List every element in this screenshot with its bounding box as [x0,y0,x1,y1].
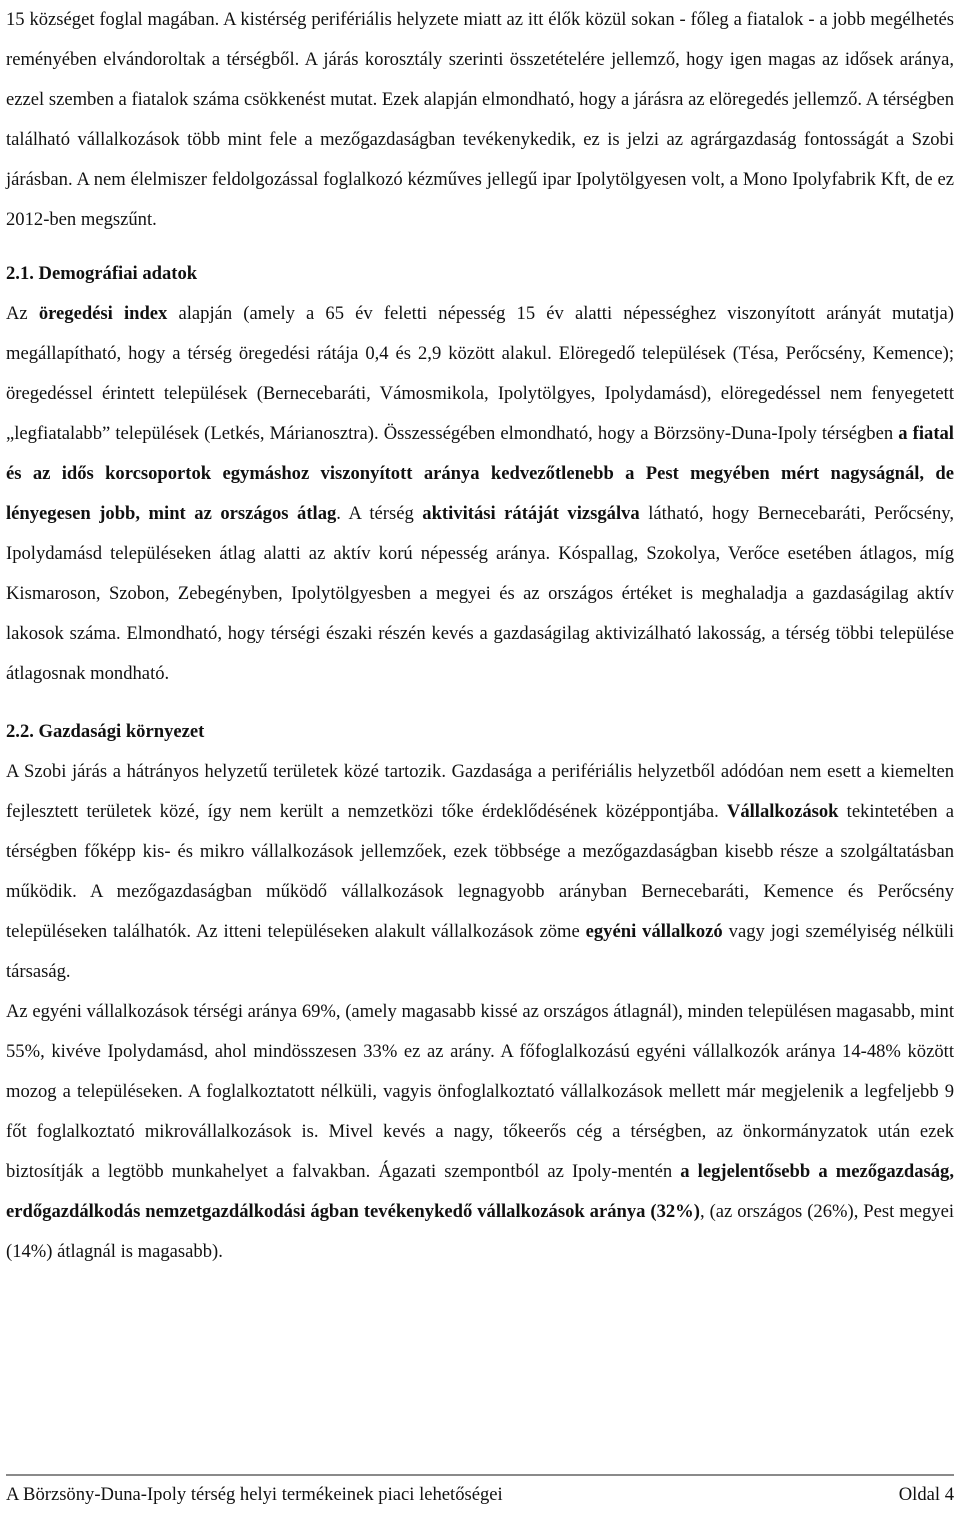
page-footer [6,1474,954,1515]
bold-text-run: a fiatal és az idős korcsoportok egymáshoz viszonyított aránya kedvezőtlenebb a Pest megyében mért nagyságnál, de lényegesen jobb, mint az országos átlag [6,423,954,524]
bold-text-run: egyéni vállalkozó [585,921,723,942]
text-run: , (az országos (26%), Pest megyei (14%) átlagnál is magasabb). [6,1201,954,1262]
bold-text-run: öregedési index [38,303,168,324]
intro-paragraph: 15 községet foglal magában. A kistérség perifériális helyzete miatt az itt élők közül sokan - főleg a fiatalok - a jobb megélhetés reményében elvándoroltak a térségből. A járás korosztály szerinti összetételére jellemző, hogy igen magas az idősek aránya, ezzel szemben a fiatalok száma csökkenést mutat. Ezek alapján elmondható, hogy a járásra az elöregedés jellemző. A térségben található vállalkozások több mint fele a mezőgazdaságban tevékenykedik, ez is jelzi az agrárgazdaság fontosságát a Szobi járásban. A nem élelmiszer feldolgozással foglalkozó kézműves jellegű ipar Ipolytölgyesen volt, a Mono Ipolyfabrik Kft, de ez 2012-ben megszűnt. [6,9,954,230]
text-run: vagy jogi személyiség nélküli társaság. [6,921,954,982]
section-heading-demographics: 2.1. Demográfiai adatok [6,263,198,284]
section-heading-economy: 2.2. Gazdasági környezet [6,721,205,742]
footer-title: A Börzsöny-Duna-Ipoly térség helyi termékeinek piaci lehetőségei [6,1484,503,1505]
economy-paragraph-2 [6,992,954,1272]
text-run: látható, hogy Bernecebaráti, Perőcsény, Ipolydamásd településeken átlag alatti az aktív korú népesség aránya. Kóspallag, Szokolya, Verőce esetében átlagos, míg Kismaroson, Szobon, Zebegényben, Ipolytölgyesben a megyei és az országos értéket is meghaladja a gazdaságilag aktív lakosok száma. Elmondható, hogy térségi északi részén kevés a gazdaságilag aktivizálható lakosság, a térség többi települése átlagosnak mondható. [6,503,955,684]
economy-paragraph-1 [6,752,954,992]
text-run: Az egyéni vállalkozások térségi aránya 69%, (amely magasabb kissé az országos átlagnál), minden településen magasabb, mint 55%, kivéve Ipolydamásd, ahol mindösszesen 33% ez az arány. A főfoglalkozású egyéni vállalkozók aránya 14-48% között mozog a településeken. A foglalkoztatott nélküli, vagyis önfoglalkoztató vállalkozások mellett már megjelenik a legfeljebb 9 főt foglalkoztató mikrovállalkozások is. Mivel kevés a nagy, tőkeerős cég a térségben, az önkormányzatok után ezek biztosítják a legtöbb munkahelyet a falvakban. Ágazati szempontból az Ipoly-mentén [6,1001,954,1182]
text-run: A Szobi járás a hátrányos helyzetű területek közé tartozik. Gazdasága a perifériális helyzetből adódóan nem esett a kiemelten fejlesztett területek közé, így nem került a nemzetközi tőke érdeklődésének középpontjába. [6,761,954,822]
text-run: Az [6,303,39,324]
bold-text-run: a legjelentősebb a mezőgazdaság, erdőgazdálkodás nemzetgazdálkodási ágban tevékenykedő vállalkozások aránya (32%) [6,1161,954,1222]
text-run: tekintetében a térségben főképp kis- és mikro vállalkozások jellemzőek, ezek többsége a mezőgazdaságban kisebb része a szolgáltatásban működik. A mezőgazdaságban működő vállalkozások legnagyobb arányban Bernecebaráti, Kemence és Perőcsény településeken találhatók. Az itteni településeken alakult vállalkozások zöme [6,801,954,942]
page-number: Oldal 4 [898,1484,954,1505]
text-run: . A térség [336,503,423,524]
text-run: alapján (amely a 65 év feletti népesség 15 év alatti népességhez viszonyított arányát mutatja) megállapítható, hogy a térség öregedési rátája 0,4 és 2,9 között alakul. Elöregedő települések (Tésa, Perőcsény, Kemence); öregedéssel érintett települések (Bernecebaráti, Vámosmikola, Ipolytölgyes, Ipolydamásd), elöregedéssel nem fenyegetett „legfiatalabb” települések (Letkés, Márianosztra). Összességében elmondható, hogy a Börzsöny-Duna-Ipoly térségben [6,303,954,444]
bold-text-run: aktivitási rátáját vizsgálva [422,503,640,524]
document-page [6,0,954,1272]
demographics-paragraph [6,294,954,694]
bold-text-run: Vállalkozások [726,801,839,822]
